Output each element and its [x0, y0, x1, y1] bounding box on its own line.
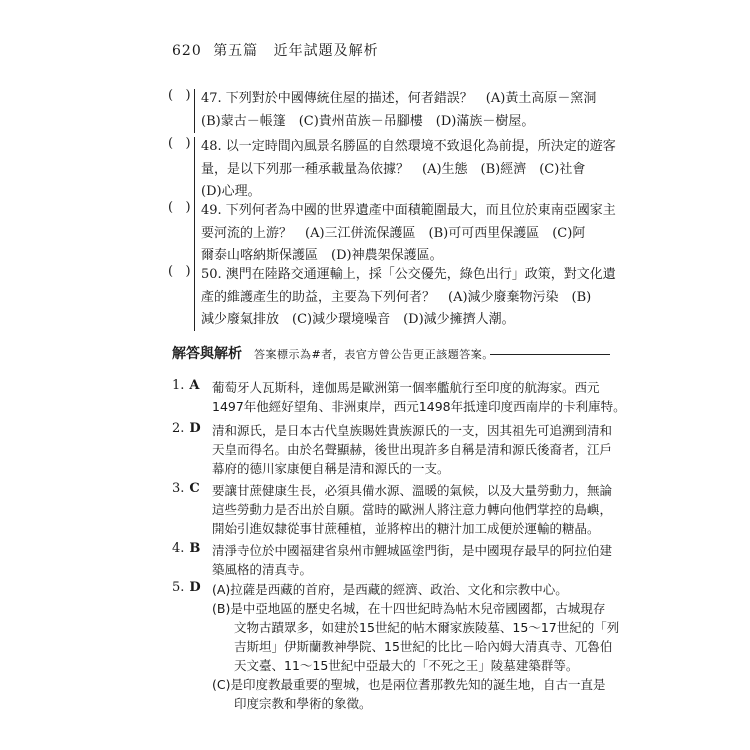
answer-line: 清淨寺位於中國福建省泉州市鯉城區塗門街，是中國現存最早的阿拉伯建 — [212, 543, 613, 558]
question-line: (B)蒙古－帳篷 (C)貴州苗族－吊腳樓 (D)滿族－樹屋。 — [201, 113, 535, 129]
answer-explanation — [212, 421, 612, 478]
answer-letter: A — [189, 378, 200, 393]
question-line: 產的維護產生的助益，主要為下列何者？ (A)減少廢棄物污染 (B) — [201, 289, 592, 305]
answer-line: 文物古蹟眾多，如建於15世紀的帖木爾家族陵墓、15～17世紀的「列 — [234, 620, 620, 635]
question-line: 48. 以一定時間內風景名勝區的自然環境不致退化為前提，所決定的遊客 — [201, 139, 616, 154]
question-text — [201, 264, 616, 332]
answer-line: 這些勞動力是否出於自願。當時的歐洲人將注意力轉向他們掌控的島嶼， — [212, 502, 613, 517]
question-line: 爾泰山喀納斯保護區 (D)神農架保護區。 — [201, 248, 443, 263]
answer-line: 要讓甘蔗健康生長，必須具備水源、溫暖的氣候，以及大量勞動力，無論 — [212, 483, 613, 498]
answer-line: 葡萄牙人瓦斯科，達伽馬是歐洲第一個率艦航行至印度的航海家。西元 — [212, 380, 600, 395]
answer-number: 3. C — [172, 481, 200, 496]
answer-line: 幕府的德川家康便自稱是清和源氏的一支。 — [212, 461, 450, 476]
answer-number: 1. A — [172, 378, 200, 393]
question-line: 量，是以下列那一種承載量為依據？ (A)生態 (B)經濟 (C)社會 — [201, 161, 586, 177]
answer-letter: D — [189, 421, 201, 436]
answer-number: 5. D — [172, 580, 201, 595]
answer-paren: ( ) — [168, 88, 191, 103]
question-line: 49. 下列何者為中國的世界遺產中面積範圍最大，而且位於東南亞國家主 — [201, 203, 616, 218]
page-header — [172, 40, 379, 60]
answer-paren: ( ) — [168, 136, 191, 151]
answer-line: 開始引進奴隸從事甘蔗種植，並將榨出的糖汁加工成便於運輸的糖晶。 — [212, 521, 600, 536]
answer-line: 天文臺、11～15世紀中亞最大的「不死之王」陵墓建築群等。 — [234, 658, 579, 673]
question-line: 47. 下列對於中國傳統住屋的描述，何者錯誤？ (A)黃土高原－窯洞 — [201, 91, 597, 106]
question-line: (D)心理。 — [201, 184, 261, 199]
question-bar — [194, 137, 195, 203]
answer-line: 築風格的清真寺。 — [212, 562, 313, 577]
answer-line: 吉斯坦」伊斯蘭教神學院、15世紀的比比－哈內姆大清真寺、兀魯伯 — [234, 639, 613, 654]
answer-explanation — [212, 481, 612, 538]
answer-explanation — [212, 541, 612, 579]
answer-line: (A)拉薩是西藏的首府，是西藏的經濟、政治、文化和宗教中心。 — [212, 582, 568, 597]
answer-paren: ( ) — [168, 200, 191, 215]
answer-line: 印度宗教和學術的象徵。 — [234, 696, 372, 711]
question-bar — [194, 265, 195, 331]
page-number: 620 — [172, 43, 202, 59]
question-bar — [194, 89, 195, 133]
answer-number: 2. D — [172, 421, 201, 436]
question-line: 要河流的上游？ (A)三江併流保護區 (B)可可西里保護區 (C)阿 — [201, 225, 586, 241]
answer-letter: D — [189, 580, 201, 595]
answer-letter: C — [189, 481, 200, 496]
section-note: 答案標示為#者，表官方曾公告更正該題答案。 — [254, 348, 494, 361]
answer-line: (C)是印度教最重要的聖城，也是兩位耆那教先知的誕生地，自古一直是 — [212, 677, 606, 692]
question-line: 減少廢氣排放 (C)減少環境噪音 (D)減少擁擠人潮。 — [201, 312, 515, 327]
answer-paren: ( ) — [168, 264, 191, 279]
header-title: 近年試題及解析 — [273, 43, 379, 59]
answer-explanation — [212, 580, 620, 713]
answer-explanation — [212, 378, 626, 416]
question-text — [201, 88, 601, 133]
answer-number: 4. B — [172, 541, 201, 556]
question-line: 50. 澳門在陸路交通運輸上，採「公交優先，綠色出行」政策，對文化遺 — [201, 267, 616, 282]
answers-section-header — [172, 343, 602, 363]
answer-line: (B)是中亞地區的歷史名城，在十四世紀時為帖木兒帝國國都，古城現存 — [212, 601, 606, 616]
question-text — [201, 200, 616, 268]
part-label: 第五篇 — [213, 43, 259, 59]
section-divider — [490, 354, 610, 355]
answer-line: 天皇而得名。由於名聲顯赫，後世出現許多自稱是清和源氏後裔者，江戶 — [212, 442, 613, 457]
answer-line: 清和源氏，是日本古代皇族賜姓貴族源氏的一支，因其祖先可追溯到清和 — [212, 423, 613, 438]
section-title: 解答與解析 — [172, 346, 242, 362]
question-bar — [194, 201, 195, 267]
answer-line: 1497年他經好望角、非洲東岸，西元1498年抵達印度西南岸的卡利庫特。 — [212, 399, 626, 414]
answer-letter: B — [189, 541, 201, 556]
question-text — [201, 136, 616, 204]
